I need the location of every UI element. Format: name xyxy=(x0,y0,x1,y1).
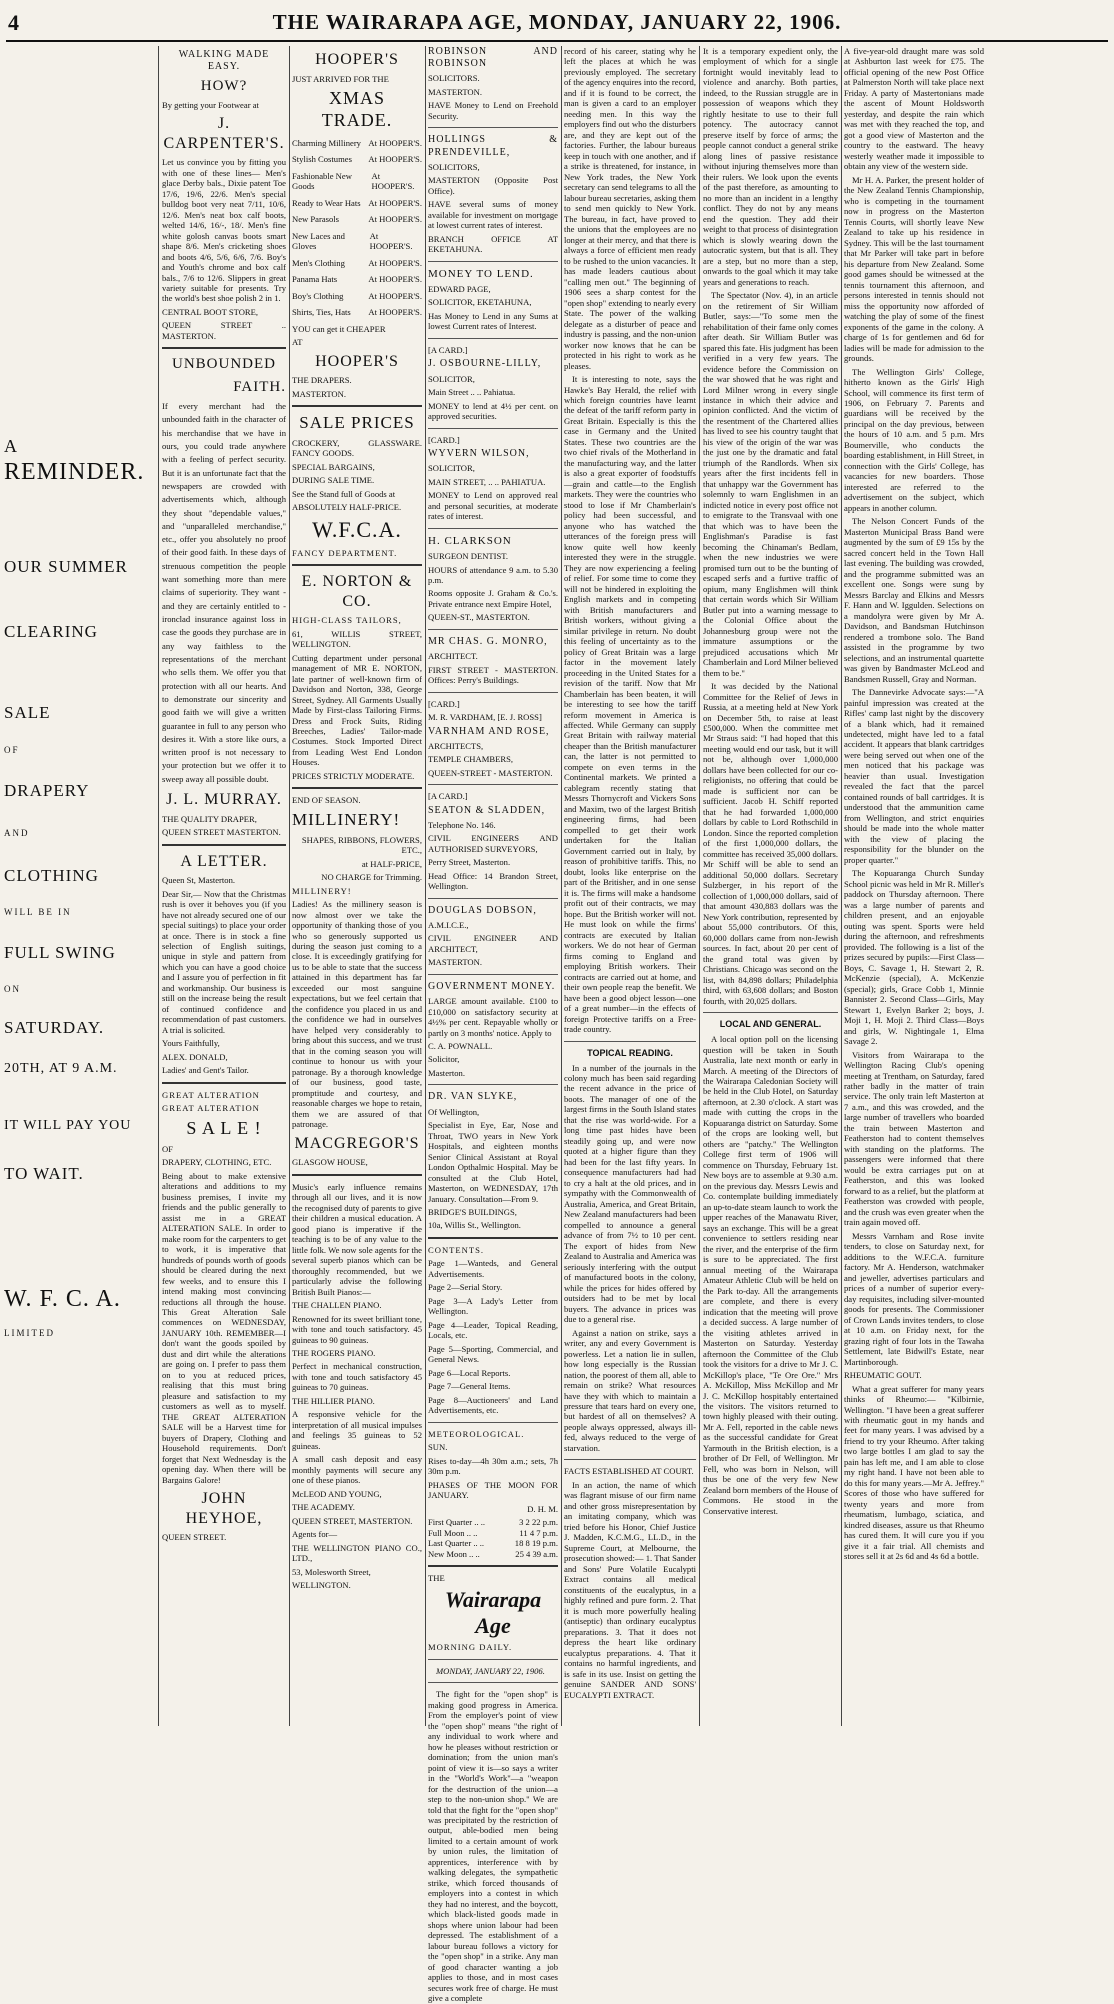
ad-heading: JOHN HEYHOE, xyxy=(185,1490,263,1527)
ad-heading: J. L. MURRAY. xyxy=(166,791,282,809)
ad-text: DURING SALE TIME. xyxy=(292,475,375,486)
masthead-rule xyxy=(6,40,1108,42)
ad-text: See the Stand full of Goods at xyxy=(292,488,396,499)
ad-text: C. A. POWNALL. xyxy=(428,1041,493,1051)
ad-text: SOLICITORS, xyxy=(428,161,480,172)
ad-body: HAVE Money to Lend on Freehold Security. xyxy=(428,100,558,121)
row-cell: 3 2 22 p.m. xyxy=(519,1517,558,1528)
article-body: It was decided by the National Committee for the Relief of Jews in Russia, at a meeting held at New York on December 5th, to raise at least £500,000. When the committee met Mr Straus said: "I had hoped that this meeting would end our task, but it will not be, although over 1,000,000 dollars have been collected for our co-religionists, no offering that could be made is sufficient nor can be sufficient. Jacob H. Schiff reported that he had forwarded 1,000,000 dollars by cable to Lord Rothschild in London. Since the reported completion of the first 1,000,000 dollars, the committee has received 35,000 dollars. Mr Schiff will be able to send an additional 50,000 dollars. Secretary Sulzberger, in his report of the collection of 1,000,000 dollars, said of that amount 430,883 dollars was the New York contribution, represented by about 55,000 contributors. Of this, 60,000 dollars came from non-Jewish sources. In fact, about 20 per cent of the grand total was given by Christians. Chicago was second on the list, with 84,898 dollars; Philadelphia third, with 63,608 dollars; and Boston fourth, with 20,025 dollars. xyxy=(703,681,838,1006)
column-7 xyxy=(844,46,984,1726)
row-cell: At HOOPER'S. xyxy=(368,137,422,148)
row-cell: At HOOPER'S. xyxy=(368,214,422,225)
column-rule xyxy=(561,46,562,1726)
ad-text: [A CARD.] xyxy=(428,791,468,802)
article-body: The Nelson Concert Funds of the Masterton Municipal Brass Band were augmented by the sum of £9 15s by the sacred concert held in the Town Hall last evening. The building was crowded, and the programme submitted was an excellent one. Songs were sung by Messrs Barclay and Elkins and Messrs F. Hann and W. Iggulden. Selections on a mandolyra were given by Mr A. Davidson, and Bandsman Hutchinson rendered a trombone solo. The Band assisted in the programme by two selections, and an instrumental quartette was given by Bandmaster McLeod and Bandsmen Russell, Gray and Norman. xyxy=(844,516,984,684)
ad-heading: HOOPER'S xyxy=(315,51,399,68)
ad-text: GREAT ALTERATION xyxy=(162,1103,260,1114)
ad-text: [CARD.] xyxy=(428,434,460,445)
advert-line: ON xyxy=(4,983,21,994)
section-heading: FACTS ESTABLISHED AT COURT. xyxy=(564,1466,694,1477)
advert-line: AND xyxy=(4,828,30,839)
column-4 xyxy=(428,46,558,2004)
ad-heading: HOW? xyxy=(200,78,248,95)
column-rule xyxy=(699,46,700,1726)
ad-heading: MILLINERY! xyxy=(292,809,401,829)
ad-divider xyxy=(428,528,558,529)
row-cell: 11 4 7 p.m. xyxy=(519,1527,558,1538)
ad-divider xyxy=(162,1082,286,1084)
list-item xyxy=(292,231,422,252)
advert-line: OUR SUMMER xyxy=(4,557,128,577)
ad-text: THE QUALITY DRAPER, xyxy=(162,813,257,824)
ad-text: MAIN STREET, .. .. PAHIATUA. xyxy=(428,476,546,487)
ad-text: THE CHALLEN PIANO. xyxy=(292,1300,382,1311)
ad-divider xyxy=(162,347,286,349)
ad-text: SHAPES, RIBBONS, FLOWERS, ETC., xyxy=(301,834,422,856)
ad-text: Agents for— xyxy=(292,1529,338,1540)
article-body: In an action, the name of which was flagrant misuse of our firm name and other gross misrepresentation by an imitating company, which was tried before his Honor, Chief Justice J. Madden, K.C.M.G., LL.D., in the Supreme Court, at Melbourne, the prosecution showed:— 1. That Sander and Sons' Pure Volatile Eucalypti Extract contains all medical constituents of the eucalyptus, in a highly refined and pure form. 2. That it is much more powerfully healing (antiseptic) than ordinary eucalyptus preparations. 3. That it does not depress the heart like ordinary eucalyptus preparations. 4. That it contains no harmful ingredients, and is safe in its use. Insist on getting the genuine SANDER AND SONS' EUCALYPTI EXTRACT. xyxy=(564,1479,696,1700)
section-heading: CONTENTS. xyxy=(428,1244,485,1255)
ad-text: SPECIAL BARGAINS, xyxy=(292,461,375,472)
ad-body: Ladies! As the millinery season is now almost over we take the opportunity of thanking those of you who so generously supported us during the season just coming to a close. It is exceedingly gratifying for us to be able to state that the success attained in this department has far exceeded our most sanguine expectations, but we feel certain that the confidence you placed in us and the confidence we had in ourselves have helped very considerably to bring about this success, and we trust that in the coming season you will continue to honour us with your patronage. By a thorough knowledge of our business, good taste, promptitude and courtesy, and reasonable charges we hope to retain, them we are assured of that patronage. xyxy=(292,899,422,1130)
ad-divider xyxy=(428,1682,558,1683)
ad-text: A small cash deposit and easy monthly payments will secure any one of these pianos. xyxy=(292,1454,422,1486)
section-heading: TOPICAL READING. xyxy=(587,1047,673,1058)
column-3 xyxy=(292,46,422,1726)
list-item: Page 3—A Lady's Letter from Wellington. xyxy=(428,1295,558,1317)
row-cell: Full Moon .. .. xyxy=(428,1527,478,1538)
list-item xyxy=(292,291,422,301)
ad-text: QUEEN STREET .. MASTERTON. xyxy=(162,320,286,341)
ad-body: Has Money to Lend in any Sums at lowest Current rates of Interest. xyxy=(428,310,558,332)
ad-text: HIGH-CLASS TAILORS, xyxy=(292,615,402,626)
column-rule xyxy=(841,46,842,1726)
ad-text: Solicitor, xyxy=(428,1054,460,1065)
ad-heading: W.F.C.A. xyxy=(312,516,402,542)
ad-text: Rises to-day—4h 30m a.m.; sets, 7h 30m p.m. xyxy=(428,1455,558,1477)
ad-heading: MR CHAS. G. MONRO, xyxy=(428,635,548,647)
ad-text: WELLINGTON. xyxy=(292,1580,351,1591)
ad-divider xyxy=(428,1659,558,1660)
article-body: record of his career, stating why he left the places at which he was previously employed. The secretary of the agency enquires into the record, and if it is found to be correct, the man is given a card to an employer needing men. In this way the employers find out who the disturbers are, and they are kept out of the factories. Further, the labour bureaus keep in touch with one another, and if a strike is threatened, for instance, in New York trades, the New York secretary can send telegrams to all the labour bureau secretaries, asking them to send men quickly to New York. The bureau, in fact, have proved to the unions that the employees are no longer at their mercy, and that there is always a force of efficient men ready to be rushed to the union vacancies. It has made leaders cautious about "calling men out." The beginning of 1906 sees a sharp contest for the "open shop" extending to nearly every State. The power of the walking delegate as a disturber of peace and industry is passing, and the non-union worker now knows that he can be protected in his right to work as he pleases. xyxy=(564,46,696,371)
ad-text: END OF SEASON. xyxy=(292,795,361,806)
ad-divider xyxy=(428,428,558,429)
ad-heading: S A L E ! xyxy=(186,1117,262,1138)
ad-text: M. R. VARDHAM, [E. J. ROSS] xyxy=(428,712,542,723)
ad-text: EDWARD PAGE, xyxy=(428,283,491,294)
advert-line: DRAPERY xyxy=(4,781,90,801)
row-cell: At HOOPER'S. xyxy=(371,170,415,192)
article-body: Visitors from Wairarapa to the Wellington Racing Club's opening meeting at Trentham, on Saturday, fared rather badly in the matter of train service. The only train left Masterton at 7 a.m., and this was crowded, and the large number of travellers who boarded the train between Masterton and Featherston had to content themselves with standing on the platforms. The passengers were informed that there would be extra carriages put on at Featherston, and this was looked forward to as a relief, but the platform at Featherston was crowded with people, and the crush was even greater when the train again moved off. xyxy=(844,1049,984,1228)
ad-text: [A CARD.] xyxy=(428,344,468,355)
ad-text: MASTERTON. xyxy=(428,86,482,97)
ad-heading: UNBOUNDED xyxy=(172,356,276,373)
ad-body: MONEY to Lend on approved real and personal securities, at moderate rates of interest. xyxy=(428,490,558,522)
article-body: Against a nation on strike, says a writer, any and every Government is powerless. Let a nation lie in sullen, how long especially is the Russian nation, the poorest of them all, able to remain on strike? What resources have they with which to maintain a pressure that tears hard on every one, but hardest of all on themselves? A people always oppressed, always ill-fed, always reduced to the verge of starvation. xyxy=(564,1327,696,1453)
ad-text: A.M.I.C.E., xyxy=(428,919,469,930)
ad-text: 10a, Willis St., Wellington. xyxy=(428,1220,521,1231)
ad-text: SOLICITOR, EKETAHUNA, xyxy=(428,297,532,308)
page-number: 4 xyxy=(8,10,19,35)
ad-body: Dear Sir,— Now that the Christmas rush is over it behoves you (if you have not already secured one of our special suitings) to place your order at once. There is in stock a fine selection of English suitings, unique in style and pattern from which you can have a good choice and I assure you of perfection in fit and workmanship. Our business is still on the increase being the result of continued confidence and recommendation of past customers. A trial is solicited. xyxy=(162,888,286,1035)
row-cell: At HOOPER'S. xyxy=(368,307,422,318)
ad-text: By getting your Footwear at xyxy=(162,99,259,110)
list-item xyxy=(292,258,422,268)
row-cell: Boy's Clothing xyxy=(292,290,344,301)
list-item xyxy=(292,171,422,192)
list-item: Page 4—Leader, Topical Reading, Locals, etc. xyxy=(428,1319,558,1341)
ad-text: THE WELLINGTON PIANO CO., LTD., xyxy=(292,1542,422,1564)
advert-line: 20TH, AT 9 A.M. xyxy=(4,1061,118,1077)
ad-body: Cutting department under personal management of MR E. NORTON, late partner of well-known firm of Davidson and Norton, 338, George Street, Sydney. All Garments Usually Made by First-class Tailoring Firms. Dress and Frock Suits, Riding Breeches, Ladies' Tailor-made Costumes. Stock Imported Direct from Leading West End London Houses. xyxy=(292,652,422,768)
ad-heading: ROBINSON AND ROBINSON xyxy=(428,46,558,70)
advert-line: CLOTHING xyxy=(4,866,99,886)
list-item xyxy=(292,154,422,164)
ad-text: SOLICITOR, xyxy=(428,463,475,474)
ad-text: MASTERTON. xyxy=(292,388,346,399)
list-item xyxy=(292,138,422,148)
ad-text: HOURS of attendance 9 a.m. to 5.30 p.m. xyxy=(428,564,558,585)
masthead-small: THE xyxy=(428,1573,445,1584)
article-body: What a great sufferer for many years thinks of Rheumo:— "Kilbirnie, Wellington. "I have been a great sufferer with rheumatic gout in my hands and feet for many years. I was advised by a friend to try your Rheumo. After taking two large bottles I am glad to say the pain has left me, and I am able to close my right hand. I have not been able to do this for many years.—Mr A. Jeffrey." Scores of those who have suffered for twenty years and more from rheumatism, lumbago, sciatica, and kindred diseases, assure us that Rheumo has cured them. It will cure you if you give it a fair trial. All chemists and stores sell it at 2s 6d and 4s 6d a bottle. xyxy=(844,1383,984,1562)
newspaper-title: THE WAIRARAPA AGE, MONDAY, JANUARY 22, 1906. xyxy=(272,10,842,34)
ad-text: ARCHITECT. xyxy=(428,651,478,662)
ad-text: Perry Street, Masterton. xyxy=(428,857,511,868)
column-1-advert xyxy=(4,46,154,1726)
ad-text: 53, Molesworth Street, xyxy=(292,1566,371,1577)
leader-date: MONDAY, JANUARY 22, 1906. xyxy=(436,1665,545,1676)
ad-text: Head Office: 14 Brandon Street, Wellington. xyxy=(428,870,558,892)
ad-heading: SALE PRICES xyxy=(299,413,415,433)
ad-text: PRICES STRICTLY MODERATE. xyxy=(292,770,415,781)
ad-text: [CARD.] xyxy=(428,698,460,709)
ad-heading: FAITH. xyxy=(233,378,286,395)
ad-text: QUEEN-ST., MASTERTON. xyxy=(428,612,530,623)
ad-heading: J. CARPENTER'S. xyxy=(163,115,285,152)
row-cell: New Moon .. .. xyxy=(428,1548,480,1559)
ad-heading: E. NORTON & CO. xyxy=(301,573,413,610)
ad-heading: VARNHAM AND ROSE, xyxy=(428,725,550,737)
ad-text: OF xyxy=(162,1143,173,1154)
article-body: In a number of the journals in the colony much has been said regarding the recent advance in the price of boots. The manager of one of the largest firms in the South Island states that the rise was world-wide. For a long time past hides have been steadily going up, and were now quoted at a higher figure than they had been for the last fifty years. In consequence manufacturers had had to cry a halt at the old prices, and in sympathy with the Commonwealth of Australia, America, and Great Britain, New Zealand manufacturers had been compelled to announce a general advance of from 7½ to 10 per cent. The export of hides from New Zealand to Australia and America was seriously interfering with the output of manufactured boots in the colony, while the prices for hides offered by outsiders had to be met by local buyers. The advance in prices was due to a general rise. xyxy=(564,1062,696,1325)
list-item: Page 1—Wanteds, and General Advertisements. xyxy=(428,1258,558,1279)
ad-text: YOU can get it CHEAPER xyxy=(292,323,386,334)
section-heading: SUN. xyxy=(428,1442,448,1453)
ad-text: Yours Faithfully, xyxy=(162,1038,220,1049)
ad-divider xyxy=(292,405,422,407)
ad-body: Specialist in Eye, Ear, Nose and Throat, TWO years in New York Hospitals, and eighteen months Senior Clinical Assistant at Royal London Opthalmic Hospital. May be consulted at the Club Hotel, Masterton, on WEDNESDAY, 17th January. Consultation—From 9. xyxy=(428,1120,558,1204)
section-heading: LOCAL AND GENERAL. xyxy=(719,1019,822,1030)
row-cell: New Parasols xyxy=(292,214,340,225)
ad-divider xyxy=(428,784,558,785)
ad-text: McLEOD AND YOUNG, xyxy=(292,1488,382,1499)
advert-line: A xyxy=(4,436,18,456)
section-heading: PHASES OF THE MOON FOR JANUARY. xyxy=(428,1479,558,1501)
ad-text: at HALF-PRICE, xyxy=(361,858,422,869)
ad-heading: WALKING MADE EASY. xyxy=(178,49,270,73)
ad-divider xyxy=(428,1565,558,1567)
ad-heading: XMAS TRADE. xyxy=(321,88,393,130)
ad-divider xyxy=(292,787,422,789)
ad-divider xyxy=(428,338,558,339)
article-body: It is interesting to note, says the Hawke's Bay Herald, the relief with which foreign countries have learnt the defeat of the tariff reform party in Great Britain. Especially is this the case in Germany and the United States. These two countries are the two chief rivals of the Motherland in the manufacturing way, and the latter is also a great exporter of foodstuffs—grain and cattle—to the English markets. They were the countries who stood to lose if Mr Chamberlain's policy had been successful, and anyone who has watched the utterances of the foreign press will know quite well how keenly interested they were in the struggle. They are now experiencing a feeling of relief. For some time to come they will not be hindered in exploiting the English markets and in competing with British manufacturers and British workers, without giving a similar privilege in return. No doubt this feeling of uncertainty as to the policy of Great Britain was a large factor in the movement lately proceeding in the United States for a revision of the tariff. Now that Mr Chamberlain has been beaten, it will be interesting to see how the tariff reform movement in America is affected. While Germany can supply Great Britain with railway material cheaper than the British manufacturer can, the latter is not permitted to compete on even terms in the Continental markets. We printed a cablegram recently stating that Messrs Thornycroft and Vickers Sons and Maxim, two of the largest British engineering firms, had been compelled to get their work undertaken for the Italian Government carried out in Italy, by reason of prohibitive tariffs. This, no doubt, looks like enterprise on the part of the Britisher, and in one sense it is. The firms will make a handsome profit out of their contracts, we may hope. But the British worker will not. He must look on while the firms' contracts are executed by Italian workers. We do not hear of German firms coming to England and employing British workers. Their contracts are carried out at home, and their own people reap the benefit. We have been a good object lesson—one of a great number—in the effects of foreign Protective tariffs on a Free-trade country. xyxy=(564,374,696,1035)
ad-text: SOLICITOR, xyxy=(428,373,475,384)
list-item xyxy=(292,214,422,224)
ad-divider xyxy=(564,1041,696,1042)
hooper-item-list xyxy=(292,138,422,318)
ad-text: MORNING DAILY. xyxy=(428,1642,513,1653)
ad-text: THE HILLIER PIANO. xyxy=(292,1395,375,1406)
ad-text: SURGEON DENTIST. xyxy=(428,551,509,562)
column-5 xyxy=(564,46,696,1726)
advert-line: SALE xyxy=(4,702,51,722)
ad-divider xyxy=(428,1422,558,1423)
advert-line: SATURDAY. xyxy=(4,1017,105,1037)
ad-text: Perfect in mechanical construction, with tone and touch satisfactory 45 guineas to 70 guineas. xyxy=(292,1361,422,1393)
ad-heading: HOOPER'S xyxy=(315,352,399,370)
ad-text: Rooms opposite J. Graham & Co.'s. Private entrance next Empire Hotel, xyxy=(428,588,558,609)
ad-heading: H. CLARKSON xyxy=(428,534,512,547)
ad-text: Renowned for its sweet brilliant tone, with tone and touch satisfactory. 45 guineas to 90 guineas. xyxy=(292,1313,422,1345)
ad-divider xyxy=(428,692,558,693)
ad-text: Of Wellington, xyxy=(428,1106,480,1117)
ad-text: ALEX. DONALD, xyxy=(162,1051,228,1062)
ad-text: ARCHITECTS, xyxy=(428,740,484,751)
advert-heading: REMINDER. xyxy=(4,458,145,485)
ad-heading: DOUGLAS DOBSON, xyxy=(428,904,537,916)
column-6 xyxy=(703,46,838,1726)
ad-text: THE ACADEMY. xyxy=(292,1502,355,1513)
ad-text: Main Street .. .. Pahiatua. xyxy=(428,387,516,398)
list-item: Page 5—Sporting, Commercial, and General News. xyxy=(428,1343,558,1365)
ad-text: TEMPLE CHAMBERS, xyxy=(428,754,513,765)
article-body: Messrs Varnham and Rose invite tenders, to close on Saturday next, for additions to the W.F.C.A. furniture factory. Mr A. Henderson, watchmaker and jeweller, advertises particulars and prices of a number of superior every-day requisites, including silver-mounted goods for presents. The Commissioner of Crown Lands invites tenders, to close at 10 a.m. on Friday next, for the grazing right of four lots in the Tawaha Settlement, late Bidwill's Estate, near Martinborough. xyxy=(844,1230,984,1367)
ad-text: Queen St, Masterton. xyxy=(162,875,236,886)
advert-line: OF xyxy=(4,745,20,756)
advert-line: TO WAIT. xyxy=(4,1164,84,1184)
ad-divider xyxy=(428,127,558,128)
column-rule xyxy=(425,46,426,1726)
advert-line: FULL SWING xyxy=(4,942,116,962)
ad-text: BRIDGE'S BUILDINGS, xyxy=(428,1207,517,1217)
ad-divider xyxy=(564,1459,696,1460)
ad-divider xyxy=(428,974,558,975)
article-body: The Dannevirke Advocate says:—"A painful impression was created at the Rifles' camp last night by the discovery of a blank which, had it remained undetected, might have led to a fatal accident. It appears that blank cartridges were being served out when one of the men noticed that his package was heavier than usual. Investigation revealed the fact that the parcel contained rounds of ball cartridges. It is understood that the ammunition came from Wellington, and strict enquiries should be made into the whole matter with the view of placing the responsibility for the blunder on the proper quarter." xyxy=(844,687,984,865)
ad-body: If every merchant had the unbounded faith in the character of his merchandise that we have in ours, you could trade anywhere with a feeling of perfect security. But it is an unfortunate fact that the newspapers are crowded with advertisements which, although they shout "dependable values," and "unparalleled merchandise," etc., offer you absolutely no proof of their good faith. In these days of strenuous competition the people want something more than mere claims of superiority. They want - and they are certainly entitled to - ironclad insurance against loss in case the goods they purchase are in any way faithless to the representations of the merchant who sells them. We offer you that protection with all our hearts. And to demonstrate our sincerity and good faith we will give a written guarantee in full to any person who desires it. With a store like ours, a written proof is not necessary to your protection but we offer it to sweep away all possible doubt. xyxy=(162,401,286,784)
advert-brand: W. F. C. A. xyxy=(4,1286,121,1313)
ad-text: SOLICITORS. xyxy=(428,73,480,84)
list-item: Page 8—Auctioneers' and Land Advertisements, etc. xyxy=(428,1394,558,1416)
advert-line: LIMITED xyxy=(4,1328,55,1339)
column-2 xyxy=(162,46,286,1726)
row-cell: Stylish Costumes xyxy=(292,154,352,165)
ad-body: Music's early influence remains through all our lives, and it is now the recognised duty of parents to give their children a musical education. A good piano is imperative if the teaching is to be of any value to the little folk. We now sole agents for the several superb pianos which can be thoroughly recommended, but we particularly advise the following British Built Pianos:— xyxy=(292,1181,422,1297)
article-body: It is a temporary expedient only, the employment of which for a single fortnight would inevitably lead to violence and anarchy. Both parties, indeed, to the Russian struggle are in possession of weapons which they rightly hesitate to use to their full potency. The autocracy cannot preserve itself by force of arms; the people cannot conduct a general strike along lines of passive resistance without injuring themselves more than their rulers. We look upon the events of the past therefore, as amounting to no more than an incident in a lengthy conflict. They do not by any means end the question. They add their weight to that process of disintegration which is slowly wearing down the autocratic system, but that is all. They are a step, but no more than a step, onwards to the goal which it may take years and generations to reach. xyxy=(703,46,838,287)
advert-line: CLEARING xyxy=(4,621,98,641)
row-cell: At HOOPER'S. xyxy=(368,197,422,208)
ad-divider xyxy=(428,629,558,630)
row-cell: At HOOPER'S. xyxy=(368,154,422,165)
ad-text: CIVIL ENGINEERS AND AUTHORISED SURVEYORS, xyxy=(428,833,558,854)
row-cell: At HOOPER'S. xyxy=(368,290,422,301)
row-cell: At HOOPER'S. xyxy=(369,230,413,252)
ad-text: GREAT ALTERATION xyxy=(162,1089,260,1100)
ad-text: 61, WILLIS STREET, WELLINGTON. xyxy=(292,628,422,650)
list-item: Page 6—Local Reports. xyxy=(428,1367,511,1378)
ad-text: Masterton. xyxy=(428,1067,465,1078)
row-cell: Men's Clothing xyxy=(292,257,345,268)
ad-heading: MONEY TO LEND. xyxy=(428,267,534,280)
ad-heading: HOLLINGS & PRENDEVILLE, xyxy=(428,134,558,158)
ad-text: QUEEN STREET, MASTERTON. xyxy=(292,1515,413,1526)
ad-divider xyxy=(292,1174,422,1176)
table-row xyxy=(428,1517,558,1527)
ad-text: DRAPERY, CLOTHING, ETC. xyxy=(162,1157,272,1168)
row-cell: First Quarter .. .. xyxy=(428,1517,486,1528)
ad-heading: DR. VAN SLYKE, xyxy=(428,1091,518,1103)
row-cell: Last Quarter .. .. xyxy=(428,1538,485,1549)
article-body: A five-year-old draught mare was sold at Ashburton last week for £75. The official opening of the new Post Office at Palmerston North will take place next Friday. A party of Mastertonians made the ascent of Mount Holdsworth yesterday, and despite the rain which was met with they reached the top, and got a good view of Masterton and the country to the eastward. The heavy westerly weather made it impossible to obtain any view of the western side. xyxy=(844,46,984,172)
ad-text: JUST ARRIVED FOR THE xyxy=(292,73,389,84)
ad-text: THE ROGERS PIANO. xyxy=(292,1347,376,1358)
row-cell: Shirts, Ties, Hats xyxy=(292,307,351,318)
row-cell: Ready to Wear Hats xyxy=(292,197,361,208)
ad-heading: J. OSBOURNE-LILLY, xyxy=(428,358,542,370)
ad-body: LARGE amount available. £100 to £10,000 on satisfactory security at 4½% per cent. Repayable wholly or partly on 3 months' notice. Apply to xyxy=(428,996,558,1038)
ad-heading: A LETTER. xyxy=(180,852,268,870)
column-rule xyxy=(289,46,290,1726)
ad-text: THE DRAPERS. xyxy=(292,375,352,386)
ad-text: MILLINERY! xyxy=(292,885,352,896)
article-body: The Kopuaranga Church Sunday School picnic was held in Mr R. Miller's paddock on Thursday afternoon. There was a large number of parents and children present, and an enjoyable outing was spent. Sports were held during the afternoon, and refreshments provided. The following is a list of the prizes secured by pupils:—First Class—Boys, C. Savage 1, H. Stewart 2, R. McKenzie (special), A. McKenzie (special); girls, Grace Cobb 1, Minnie Bannister 2. Second Class—Girls, May Stewart 1, Evelyn Barker 2; boys, J. Moji 1, H. Moji 2. Third Class—Boys and girls, W. Nightingale 1, Elma Savage 2. xyxy=(844,868,984,1047)
ad-text: ABSOLUTELY HALF-PRICE. xyxy=(292,502,402,513)
ad-text: BRANCH OFFICE AT EKETAHUNA. xyxy=(428,233,558,255)
advert-line: WILL BE IN xyxy=(4,906,72,917)
ad-divider xyxy=(428,261,558,262)
article-body: The Spectator (Nov. 4), in an article on the retirement of Sir William Butler, says:—"To some men the rehabilitation of their fame only comes after death. Sir William Butler was spared this fate. His judgment has been verified in a very few years. The evidence before the Commission on the war showed that he was right and Lord Milner wrong in every single instance in which their advice and opinion conflicted. And the victim of the resentment of the Chartered allies has lived to see his country taught that his view of the origin of the war was the just one by the dramatic and fatal triumph of the Randlords. When six years after the first incidents fell in that unhappy war the Government has solemnly to warn Englishmen in an indicted notice in every post office not to emigrate to the Transvaal with one that which was to have been the Englishman's Paradise is fast becoming the Chinaman's Bedlam, when the new industries we were promised turn out to be the bunting of escaped serfs and a furtive traffic of opium, many Englishmen will think that certain words which Sir William Butler put into a warning message to the Colonial Office about the Johannesburg group were not the immature assumptions or the prejudiced accusations which Mr Chamberlain and Lord Milner believed them to be." xyxy=(703,290,838,678)
ad-heading: WYVERN WILSON, xyxy=(428,448,530,459)
list-item xyxy=(292,198,422,208)
ad-body: HAVE several sums of money available for investment on mortgage at lowest current rates of interest. xyxy=(428,199,558,231)
ad-text: NO CHARGE for Trimming. xyxy=(321,872,422,883)
table-header: D. H. M. xyxy=(527,1503,558,1514)
ad-text: Ladies' and Gent's Tailor. xyxy=(162,1065,249,1076)
ad-body: MONEY to lend at 4½ per cent. on approved securities. xyxy=(428,400,558,422)
ad-text: QUEEN STREET MASTERTON. xyxy=(162,827,281,838)
section-heading: METEOROLOGICAL. xyxy=(428,1428,525,1439)
ad-heading: SEATON & SLADDEN, xyxy=(428,804,546,816)
ad-text: Telephone No. 146. xyxy=(428,819,496,830)
table-row xyxy=(428,1538,558,1548)
ad-text: A responsive vehicle for the interpretation of all musical impulses and feelings 35 guineas to 52 guineas. xyxy=(292,1409,422,1451)
list-item xyxy=(292,307,422,317)
ad-text: FIRST STREET - MASTERTON. Offices: Perry's Buildings. xyxy=(428,664,558,686)
column-rule xyxy=(158,46,159,1726)
row-cell: At HOOPER'S. xyxy=(368,257,422,268)
ad-text: CENTRAL BOOT STORE, xyxy=(162,306,259,317)
list-item: Page 2—Serial Story. xyxy=(428,1282,503,1293)
ad-text: QUEEN-STREET - MASTERTON. xyxy=(428,767,553,778)
ad-divider xyxy=(428,1084,558,1085)
article-body: Mr H. A. Parker, the present holder of the New Zealand Tennis Championship, who is competing in the tournament now in progress on the Masterton Tennis Courts, will shortly leave New Zealand to take up his residence in Sydney. This will be the last tournament that Mr Parker will take part in before his departure from New Zealand. Some good games should be witnessed at the tennis tournament this afternoon, and persons interested in tennis should not miss the opportunity now afforded of watching the play of some of the finest exponents of the game in the colony. A charge of 1s for gentlemen and 6d for ladies will be made for admission to the grounds. xyxy=(844,174,984,364)
row-cell: Panama Hats xyxy=(292,274,338,285)
ad-text: CROCKERY, GLASSWARE. FANCY GOODS. xyxy=(292,437,422,459)
ad-text: CIVIL ENGINEER AND ARCHITECT, xyxy=(428,933,558,954)
ad-heading: MACGREGOR'S xyxy=(294,1134,420,1152)
ad-divider xyxy=(703,1012,838,1013)
list-item: Page 7—General Items. xyxy=(428,1381,511,1392)
ad-text: MASTERTON (Opposite Post Office). xyxy=(428,175,558,196)
paper-nameplate: Wairarapa Age xyxy=(444,1586,542,1639)
ad-divider xyxy=(428,1237,558,1239)
ad-text: FANCY DEPARTMENT. xyxy=(292,547,398,558)
row-cell: Fashionable New Goods xyxy=(292,170,352,192)
article-body: A local option poll on the licensing question will be taken in South Australia, late next month or early in March. A meeting of the Directors of the Wairarapa Caledonian Society will be held in the Club Hotel, on Saturday afternoon, at 2.30 o'clock. A start was made with cutting the crops in the Kopuaranga district on Saturday. Some of the crops are looking well, but others are "patchy." The Wellington College first term of 1906 will commence on Thursday, February 1st. New boys are to assemble at 9.30 a.m. on the previous day. Messrs Lewis and Co. contemplate building immediately an up-to-date steam launch to work the upper reaches of the Manawatu River, says an exchange. This will be a great convenience to settlers residing near the river, and the enterprise of the firm is sure to be appreciated. The first annual meeting of the Wairarapa Amateur Athletic Club will be held on the Park to-day. All the arrangements are complete, and there is every indication that the meeting will prove a decided success. A large number of the visiting athletes arrived in Masterton on Saturday. Yesterday afternoon the Committee of the Club took the visitors for a drive to Mr J. C. McKillop's place, "Te Ore Ore." Mrs A. McKillop, Miss McKillop and Mr J. C. McKillop hospitably entertained the visitors. The visitors returned to town highly pleased with their outing. Mr A. Fell, reported in the cable news as the successful candidate for Great Yarmouth in the British election, is a brother of Dr Fell, of Wellington. Mr Fell, who was born in Nelson, will thus be one of the very few New Zealand born members of the House of Commons. He stood in the Conservative interest. xyxy=(703,1034,838,1516)
ad-text: GLASGOW HOUSE, xyxy=(292,1157,368,1168)
ad-text: MASTERTON. xyxy=(428,957,482,968)
ad-body: Being about to make extensive alterations and additions to my business premises, I invite my friends and the public generally to assist me in a GREAT ALTERATION SALE. In order to make room for the carpenters to get to work, it is imperative that hundreds of pounds worth of goods should be cleared during the next few weeks, and to ensure this I intend making most convincing reductions all through the house. This Great Alteration Sale commences on WEDNESDAY, JANUARY 10th. REMEMBER—I don't want the goods spoiled by dust and dirt while the alterations are going on. I prefer to pass them on to you at reduced prices, realising that this must bring pleasure and satisfaction to my customers as well as to myself. THE GREAT ALTERATION SALE will be a Harvest time for buyers of Drapery, Clothing and Household requirements. Don't forget that Next Wednesday is the opening day. When there will be Bargains Galore! xyxy=(162,1170,286,1485)
advert-line: IT WILL PAY YOU xyxy=(4,1118,132,1134)
article-body: The fight for the "open shop" is making good progress in America. From the employer's point of view the "open shop" means "the right of any individual to work where and how he pleases without restriction or domination; from the union man's point of view it is—so says a writer in the "World's Work"—a "weapon for the destruction of the union—a step to the non-union shop." We are told that the fight for the "open shop" was precipitated by the restriction of output, able-bodied men being limited to a certain amount of work by union rules, the limitation of apprentices, interference with by walking delegates, the sympathetic strike, which forced thousands of employers into a contest in which they had no interest, and the boycott, which black-listed goods made in shops where union labour had been depressed. The establishment of a labour bureau follows a victory for the "open shop" in a strike. Any man of good character wanting a job applies to those, and in most cases secures work free of charge. He must give a complete xyxy=(428,1689,558,2004)
row-cell: 25 4 39 a.m. xyxy=(515,1548,558,1559)
row-cell: At HOOPER'S. xyxy=(368,274,422,285)
ad-divider xyxy=(162,844,286,846)
ad-heading: GOVERNMENT MONEY. xyxy=(428,980,556,992)
list-item xyxy=(292,274,422,284)
article-body: The Wellington Girls' College, hitherto known as the Girls' High School, will commence its first term of 1906, on February 7. Parents and guardians will be received by the principal on the day previous, between the hours of 10 a.m. and 5 p.m. Mrs Boumerville, who conducts the boarding establishment, in Hill Street, in connection with the Girls' College, has vacancies for new boarders. Those interested are referred to the advertisement on the subject, which appears in another column. xyxy=(844,366,984,513)
ad-text: AT xyxy=(292,337,303,348)
table-row xyxy=(428,1549,558,1559)
row-cell: 18 8 19 p.m. xyxy=(514,1538,558,1549)
row-cell: Charming Millinery xyxy=(292,137,361,148)
ad-body: Let us convince you by fitting you with one of these lines— Men's glace Derby bals., Dixie patent Toe 17/6, 19/6, 22/6. Men's special bulldog boot very neat 7/11, 10/6, 12/6. Men's neat box calf boots, welted 14/6, 16/-, 18/. Men's fine white golosh canvas boots smart shape 8/6. Men's cricketing shoes and boots 4/6, 5/6, 6/6, 7/6. Boy's and Youth's chrome and box calf bals., 7/6 to 12/6. Slippers in great variety suitable for presents. Try the world's best shoe polish 2 in 1. xyxy=(162,157,286,304)
ad-text: QUEEN STREET. xyxy=(162,1532,227,1543)
masthead xyxy=(0,0,1114,44)
table-row xyxy=(428,1528,558,1538)
ad-divider xyxy=(428,898,558,899)
row-cell: New Laces and Gloves xyxy=(292,230,345,252)
ad-divider xyxy=(292,564,422,566)
section-heading: RHEUMATIC GOUT. xyxy=(844,1370,922,1381)
